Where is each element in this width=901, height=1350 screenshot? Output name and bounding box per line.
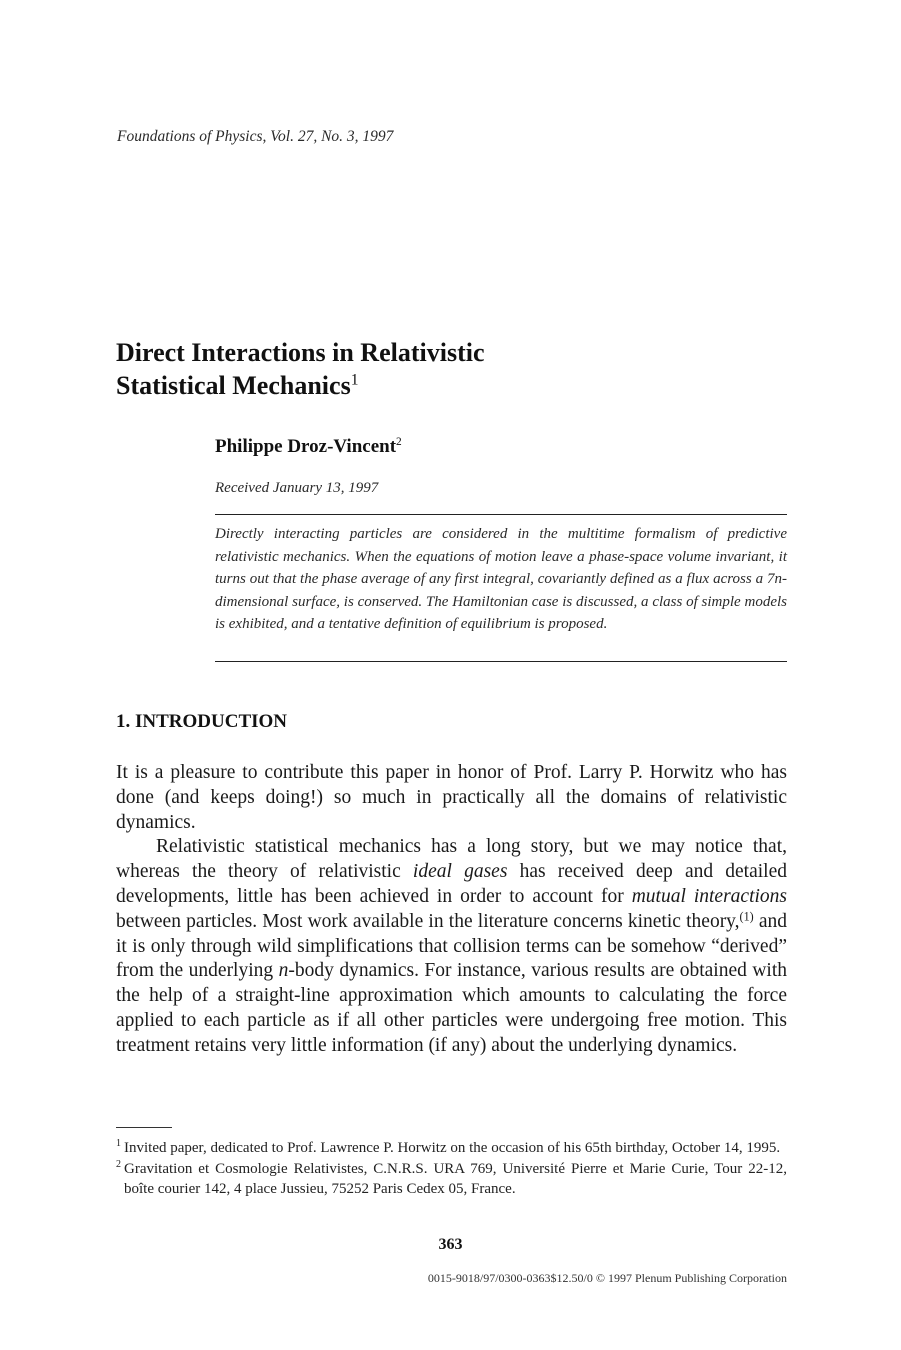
footnote-text: Gravitation et Cosmologie Relativistes, C.N.R.S. URA 769, Université Pierre et Marie Curie, Tour 22-12, boîte courier 142, 4 place Jussieu, 75252 Paris Cedex 05, France. <box>124 1160 787 1197</box>
footnote-1 <box>116 1138 787 1159</box>
footnote-separator <box>116 1127 172 1128</box>
copyright-line: 0015-9018/97/0300-0363$12.50/0 © 1997 Plenum Publishing Corporation <box>427 1271 787 1285</box>
page-number: 363 <box>438 1236 463 1253</box>
text-run: between particles. Most work available in the literature concerns kinetic theory, <box>116 910 740 932</box>
paragraph <box>116 835 787 1058</box>
author-name-text: Philippe Droz-Vincent <box>215 436 397 457</box>
text-run: -body dynamics. For instance, various results are obtained with the help of a straight-line approximation which amounts to calculating the force applied to each particle as if all other particles were undergoing free motion. This treatment retains very little information (if any) about the underlying dynamics. <box>116 960 788 1056</box>
title-line-1: Direct Interactions in Relativistic <box>116 338 485 367</box>
footnote-mark: 1 <box>116 1138 121 1149</box>
title-footnote-mark: 1 <box>350 371 359 389</box>
emphasis-ideal-gases: ideal gases <box>412 861 508 883</box>
text-run: Relativistic statistical mechanics has a long story, but we may notice that, whereas the theory of relativistic <box>116 836 787 883</box>
abstract: Directly interacting particles are considered in the multitime formalism of predictive relativistic mechanics. When the equations of motion leave a phase-space volume invariant, it turns out that the phase average of any first integral, covariantly defined as a flux across a 7n-dimensional surface, is conserved. The Hamiltonian case is discussed, a class of simple models is exhibited, and a tentative definition of equilibrium is proposed. <box>215 526 787 633</box>
title-line-2: Statistical Mechanics <box>116 371 351 400</box>
reference-mark: (1) <box>739 909 754 924</box>
footnote-2 <box>116 1159 787 1200</box>
section-heading: 1. INTRODUCTION <box>116 711 288 732</box>
received-date: Received January 13, 1997 <box>215 480 379 496</box>
footnote-text: Invited paper, dedicated to Prof. Lawrence P. Horwitz on the occasion of his 65th birthday, October 14, 1995. <box>124 1140 781 1156</box>
paragraph: It is a pleasure to contribute this paper in honor of Prof. Larry P. Horwitz who has done (and keeps doing!) so much in practically all the domains of relativistic dynamics. <box>116 762 787 833</box>
text-run: and it is only through wild simplifications that collision terms can be somehow “derived” from the underlying <box>116 910 787 982</box>
footnotes <box>116 1138 787 1200</box>
paper-title <box>116 336 485 402</box>
author-footnote-mark: 2 <box>396 436 402 449</box>
body-text <box>116 761 787 1059</box>
text-run: has received deep and detailed developments, little has been achieved in order to account for <box>116 861 787 907</box>
emphasis-mutual-interactions: mutual interactions <box>631 885 787 907</box>
abstract-top-rule <box>215 514 787 515</box>
emphasis-n: n <box>278 960 289 982</box>
footnote-mark: 2 <box>116 1158 121 1170</box>
journal-citation: Foundations of Physics, Vol. 27, No. 3, 1997 <box>117 128 394 145</box>
author-name <box>215 436 402 458</box>
abstract-bottom-rule <box>215 661 787 662</box>
